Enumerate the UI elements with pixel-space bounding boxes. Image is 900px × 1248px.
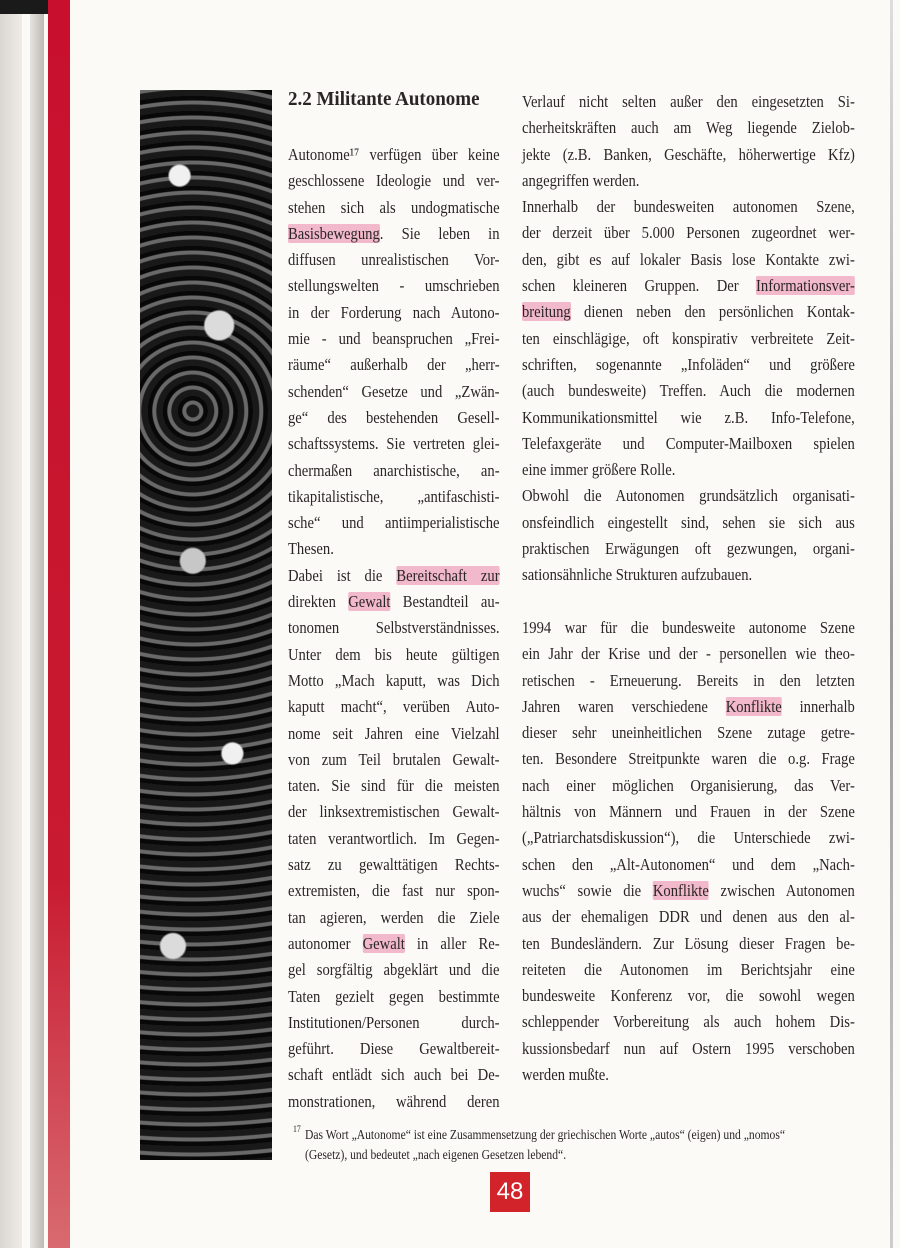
footnote-line: (Gesetz), und bedeutet „nach eigenen Gesetzen lebend“. — [305, 1147, 567, 1162]
highlight: Basisbewegung — [288, 223, 380, 243]
text-line: ein Jahr der Krise und der - personellen wie theo- — [522, 644, 855, 664]
text-line: Thesen. — [288, 539, 334, 559]
text-line: Obwohl die Autonomen grundsätzlich organisati- — [522, 486, 855, 506]
footnote-line: Das Wort „Autonome“ ist eine Zusammensetzung der griechischen Worte „autos“ (eigen) und „nomos“ — [305, 1127, 786, 1142]
text-line: schriften, sogenannte „Infoläden“ und größere — [522, 354, 855, 374]
text-line: Motto „Mach kaputt, was Dich — [288, 670, 500, 690]
text-line: aus der ehemaligen DDR und denen aus den al- — [522, 907, 855, 927]
text-line: schenden“ Gesetze und „Zwän- — [288, 381, 500, 401]
text-line: der linksextremistischen Gewalt- — [288, 802, 500, 822]
highlight: Bereitschaft zur — [396, 565, 500, 585]
text-line: tonomen Selbstverständnisses. — [288, 618, 500, 638]
text-line: Unter dem bis heute gültigen — [288, 644, 500, 664]
text-line: chermaßen anarchistische, an- — [288, 460, 500, 480]
highlight: Konflikte — [725, 696, 782, 716]
text-line: Kommunikationsmittel wie z.B. Info-Telefone, — [522, 407, 855, 427]
text-line: schaftssystems. Sie vertreten glei- — [288, 434, 500, 454]
text-line: mie - und beanspruchen „Frei- — [288, 329, 500, 349]
text-line: Taten gezielt gegen bestimmte — [288, 986, 500, 1006]
text-line: jekte (z.B. Banken, Geschäfte, höherwertige Kfz) — [522, 144, 855, 164]
text-line: sche“ und antiimperialistische — [288, 513, 500, 533]
text-line: cherheitskräften auch am Weg liegende Zielob- — [522, 118, 855, 138]
text-line: stellungswelten - umschrieben — [288, 276, 500, 296]
footnote — [292, 1124, 890, 1165]
text-line: der derzeit über 5.000 Personen zugeordnet wer- — [522, 223, 855, 243]
text-line: in der Forderung nach Autono- — [288, 302, 500, 322]
text-line: Dabei ist die Bereitschaft zur — [288, 565, 500, 585]
text-line: autonomer Gewalt in aller Re- — [288, 933, 500, 953]
text-line: wuchs“ sowie die Konflikte zwischen Autonomen — [522, 880, 855, 900]
text-line: diffusen unrealistischen Vor- — [288, 250, 500, 270]
text-line: hältnis von Männern und Frauen in der Szene — [522, 802, 855, 822]
text-line: angegriffen werden. — [522, 170, 640, 190]
text-line: von zum Teil brutalen Gewalt- — [288, 749, 500, 769]
highlight: Gewalt — [348, 592, 391, 612]
text-line: onsfeindlich eingestellt sind, sehen sie sich aus — [522, 512, 855, 532]
page-edge-shadow — [30, 0, 44, 1248]
text-line: Basisbewegung. Sie leben in — [288, 223, 500, 243]
text-line: monstrationen, während deren — [288, 1091, 500, 1111]
text-line: ge“ des bestehenden Gesell- — [288, 407, 500, 427]
paragraph — [522, 89, 855, 194]
footnote-number: 17 — [292, 1124, 301, 1134]
crowd-photo — [140, 90, 272, 1160]
paragraph — [522, 615, 855, 1088]
page-number: 48 — [490, 1172, 530, 1212]
text-line: Autonome¹⁷ verfügen über keine — [288, 145, 500, 164]
text-line: schen den „Alt-Autonomen“ und dem „Nach- — [522, 854, 855, 874]
text-line: Jahren waren verschiedene Konflikte innerhalb — [522, 696, 855, 716]
text-line: schleppender Vorbereitung als auch hohem Dis- — [522, 1012, 855, 1032]
text-line: räume“ außerhalb der „herr- — [288, 355, 500, 375]
text-line: dieser sehr uneinheitlichen Szene zutage getre- — [522, 723, 855, 743]
page-edge — [0, 0, 22, 1248]
text-line: geführt. Diese Gewaltbereit- — [288, 1039, 500, 1059]
text-line: eine immer größere Rolle. — [522, 460, 676, 480]
text-column-left — [288, 142, 500, 1115]
text-line: Institutionen/Personen durch- — [288, 1012, 500, 1032]
text-line: schen kleineren Gruppen. Der Informationsver- — [522, 276, 855, 296]
text-line: geschlossene Ideologie und ver- — [288, 171, 500, 191]
text-line: kussionsbedarf nun auf Ostern 1995 verschoben — [522, 1038, 855, 1058]
text-line: reiteten die Autonomen im Berichtsjahr eine — [522, 959, 855, 979]
paragraph — [522, 483, 855, 588]
text-line: taten verantwortlich. Im Gegen- — [288, 828, 500, 848]
text-line: ten einschlägige, oft konspirativ verbreitete Zeit- — [522, 328, 855, 348]
right-page-edge — [890, 0, 893, 1248]
highlight: Konflikte — [652, 880, 709, 900]
text-line: ten. Besondere Streitpunkte waren die o.g. Frage — [522, 749, 855, 769]
text-line: bundesweite Konferenz vor, die sowohl wegen — [522, 986, 855, 1006]
highlight: Informationsver- — [756, 276, 855, 296]
text-line: Innerhalb der bundesweiten autonomen Szene, — [522, 197, 855, 217]
highlight: breitung — [522, 302, 571, 322]
text-line: („Patriarchatsdiskussion“), die Unterschiede zwi- — [522, 828, 855, 848]
paragraph — [288, 563, 500, 1115]
text-line: nome seit Jahren eine Vielzahl — [288, 723, 500, 743]
paragraph — [522, 194, 855, 483]
text-column-right — [522, 89, 855, 1088]
text-line: gel sorgfältig abgeklärt und die — [288, 960, 500, 980]
text-line: werden mußte. — [522, 1064, 609, 1084]
text-line: kaputt macht“, verüben Auto- — [288, 697, 500, 717]
text-line: satz zu gewalttätigen Rechts- — [288, 855, 500, 875]
highlight: Gewalt — [362, 933, 405, 953]
text-line: retischen - Erneuerung. Bereits in den letzten — [522, 670, 855, 690]
text-line: ten Bundesländern. Zur Lösung dieser Fragen be- — [522, 933, 855, 953]
red-margin-band — [48, 0, 70, 1248]
text-line: nach einer möglichen Organisierung, das Ver- — [522, 775, 855, 795]
text-line: Verlauf nicht selten außer den eingesetzten Si- — [522, 92, 855, 111]
text-line: breitung dienen neben den persönlichen Kontak- — [522, 302, 855, 322]
text-line: den, gibt es auf lokaler Basis lose Kontakte zwi- — [522, 249, 855, 269]
text-line: extremisten, die fast nur spon- — [288, 881, 500, 901]
text-line: tikapitalistische, „antifaschisti- — [288, 486, 500, 506]
text-line: (auch bundesweite) Treffen. Auch die modernen — [522, 381, 855, 401]
text-line: taten. Sie sind für die meisten — [288, 776, 500, 796]
text-line: schaft entlädt sich auch bei De- — [288, 1065, 500, 1085]
text-line: stehen sich als undogmatische — [288, 197, 500, 217]
text-line: 1994 war für die bundesweite autonome Szene — [522, 617, 855, 637]
text-line: direkten Gewalt Bestandteil au- — [288, 592, 500, 612]
paragraph — [288, 142, 500, 563]
text-line: Telefaxgeräte und Computer-Mailboxen spielen — [522, 433, 855, 453]
section-heading: 2.2 Militante Autonome — [288, 88, 480, 110]
text-line: sationsähnliche Strukturen aufzubauen. — [522, 565, 753, 585]
text-line: tan agieren, werden die Ziele — [288, 907, 500, 927]
text-line: praktischen Erwägungen oft gezwungen, organi- — [522, 539, 855, 559]
